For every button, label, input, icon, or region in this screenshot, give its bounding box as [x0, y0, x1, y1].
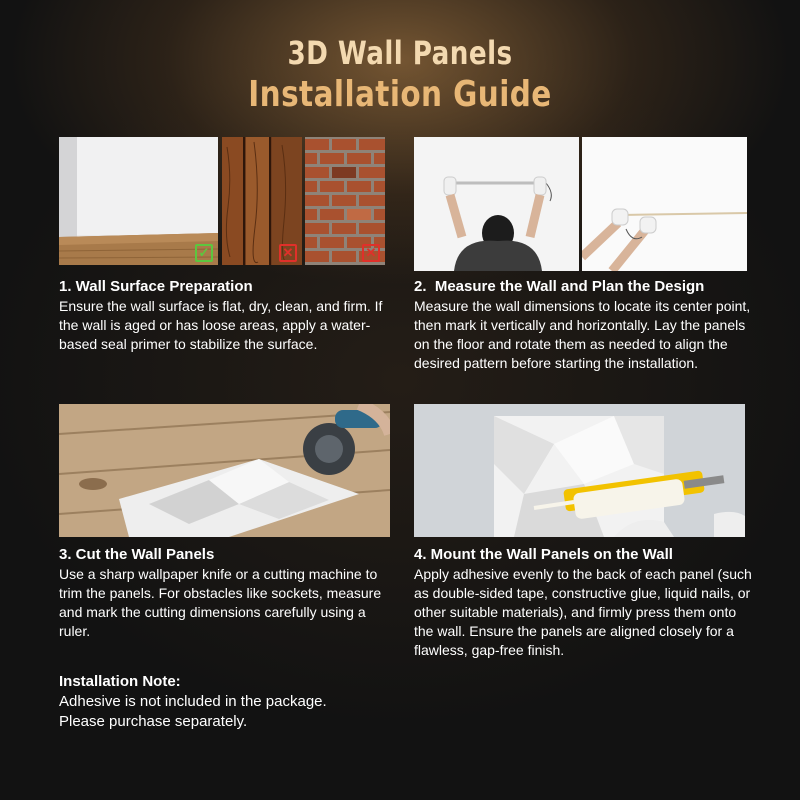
installation-note — [59, 672, 399, 732]
step-1-caption — [59, 277, 395, 354]
step-2-caption — [414, 277, 754, 373]
check-icon: ✓ — [195, 244, 213, 262]
step-2-heading: 2. Measure the Wall and Plan the Design — [414, 278, 705, 295]
cross-icon: ✕ — [279, 244, 297, 262]
photo-measuring-wall — [414, 137, 579, 271]
step-4-caption — [414, 545, 754, 660]
photo-laying-panels — [582, 137, 747, 271]
step-3-heading: 3. Cut the Wall Panels — [59, 546, 215, 563]
step-4-heading: 4. Mount the Wall Panels on the Wall — [414, 546, 673, 563]
note-line-1: Adhesive is not included in the package. — [59, 693, 327, 710]
step-1-heading: 1. Wall Surface Preparation — [59, 278, 253, 295]
page-subtitle: Installation Guide — [248, 74, 552, 115]
photo-cutting-panels — [59, 404, 390, 537]
step-4-body: Apply adhesive evenly to the back of each panel (such as double-sided tape, constructive glue, liquid nails, or other suitable materials), and firmly press them onto the wall. Ensure the panels are aligned closely for a flawless, gap-free finish. — [414, 566, 752, 658]
note-line-2: Please purchase separately. — [59, 713, 248, 730]
step-3-body: Use a sharp wallpaper knife or a cutting machine to trim the panels. For obstacles like sockets, measure and mark the cutting dimensions carefully using a ruler. — [59, 566, 382, 639]
step-1-body: Ensure the wall surface is flat, dry, clean, and firm. If the wall is aged or has loose areas, apply a water-based seal primer to stabilize the surface. — [59, 298, 383, 352]
page-title: 3D Wall Panels — [287, 34, 513, 72]
step-2-body: Measure the wall dimensions to locate its center point, then mark it vertically and horizontally. Lay the panels on the floor and rotate them as needed to align the desired pattern before starting the installation. — [414, 298, 751, 371]
note-heading: Installation Note: — [59, 673, 181, 690]
photo-applying-adhesive — [414, 404, 745, 537]
step-3-caption — [59, 545, 394, 641]
cross-icon: ✕ — [362, 244, 380, 262]
